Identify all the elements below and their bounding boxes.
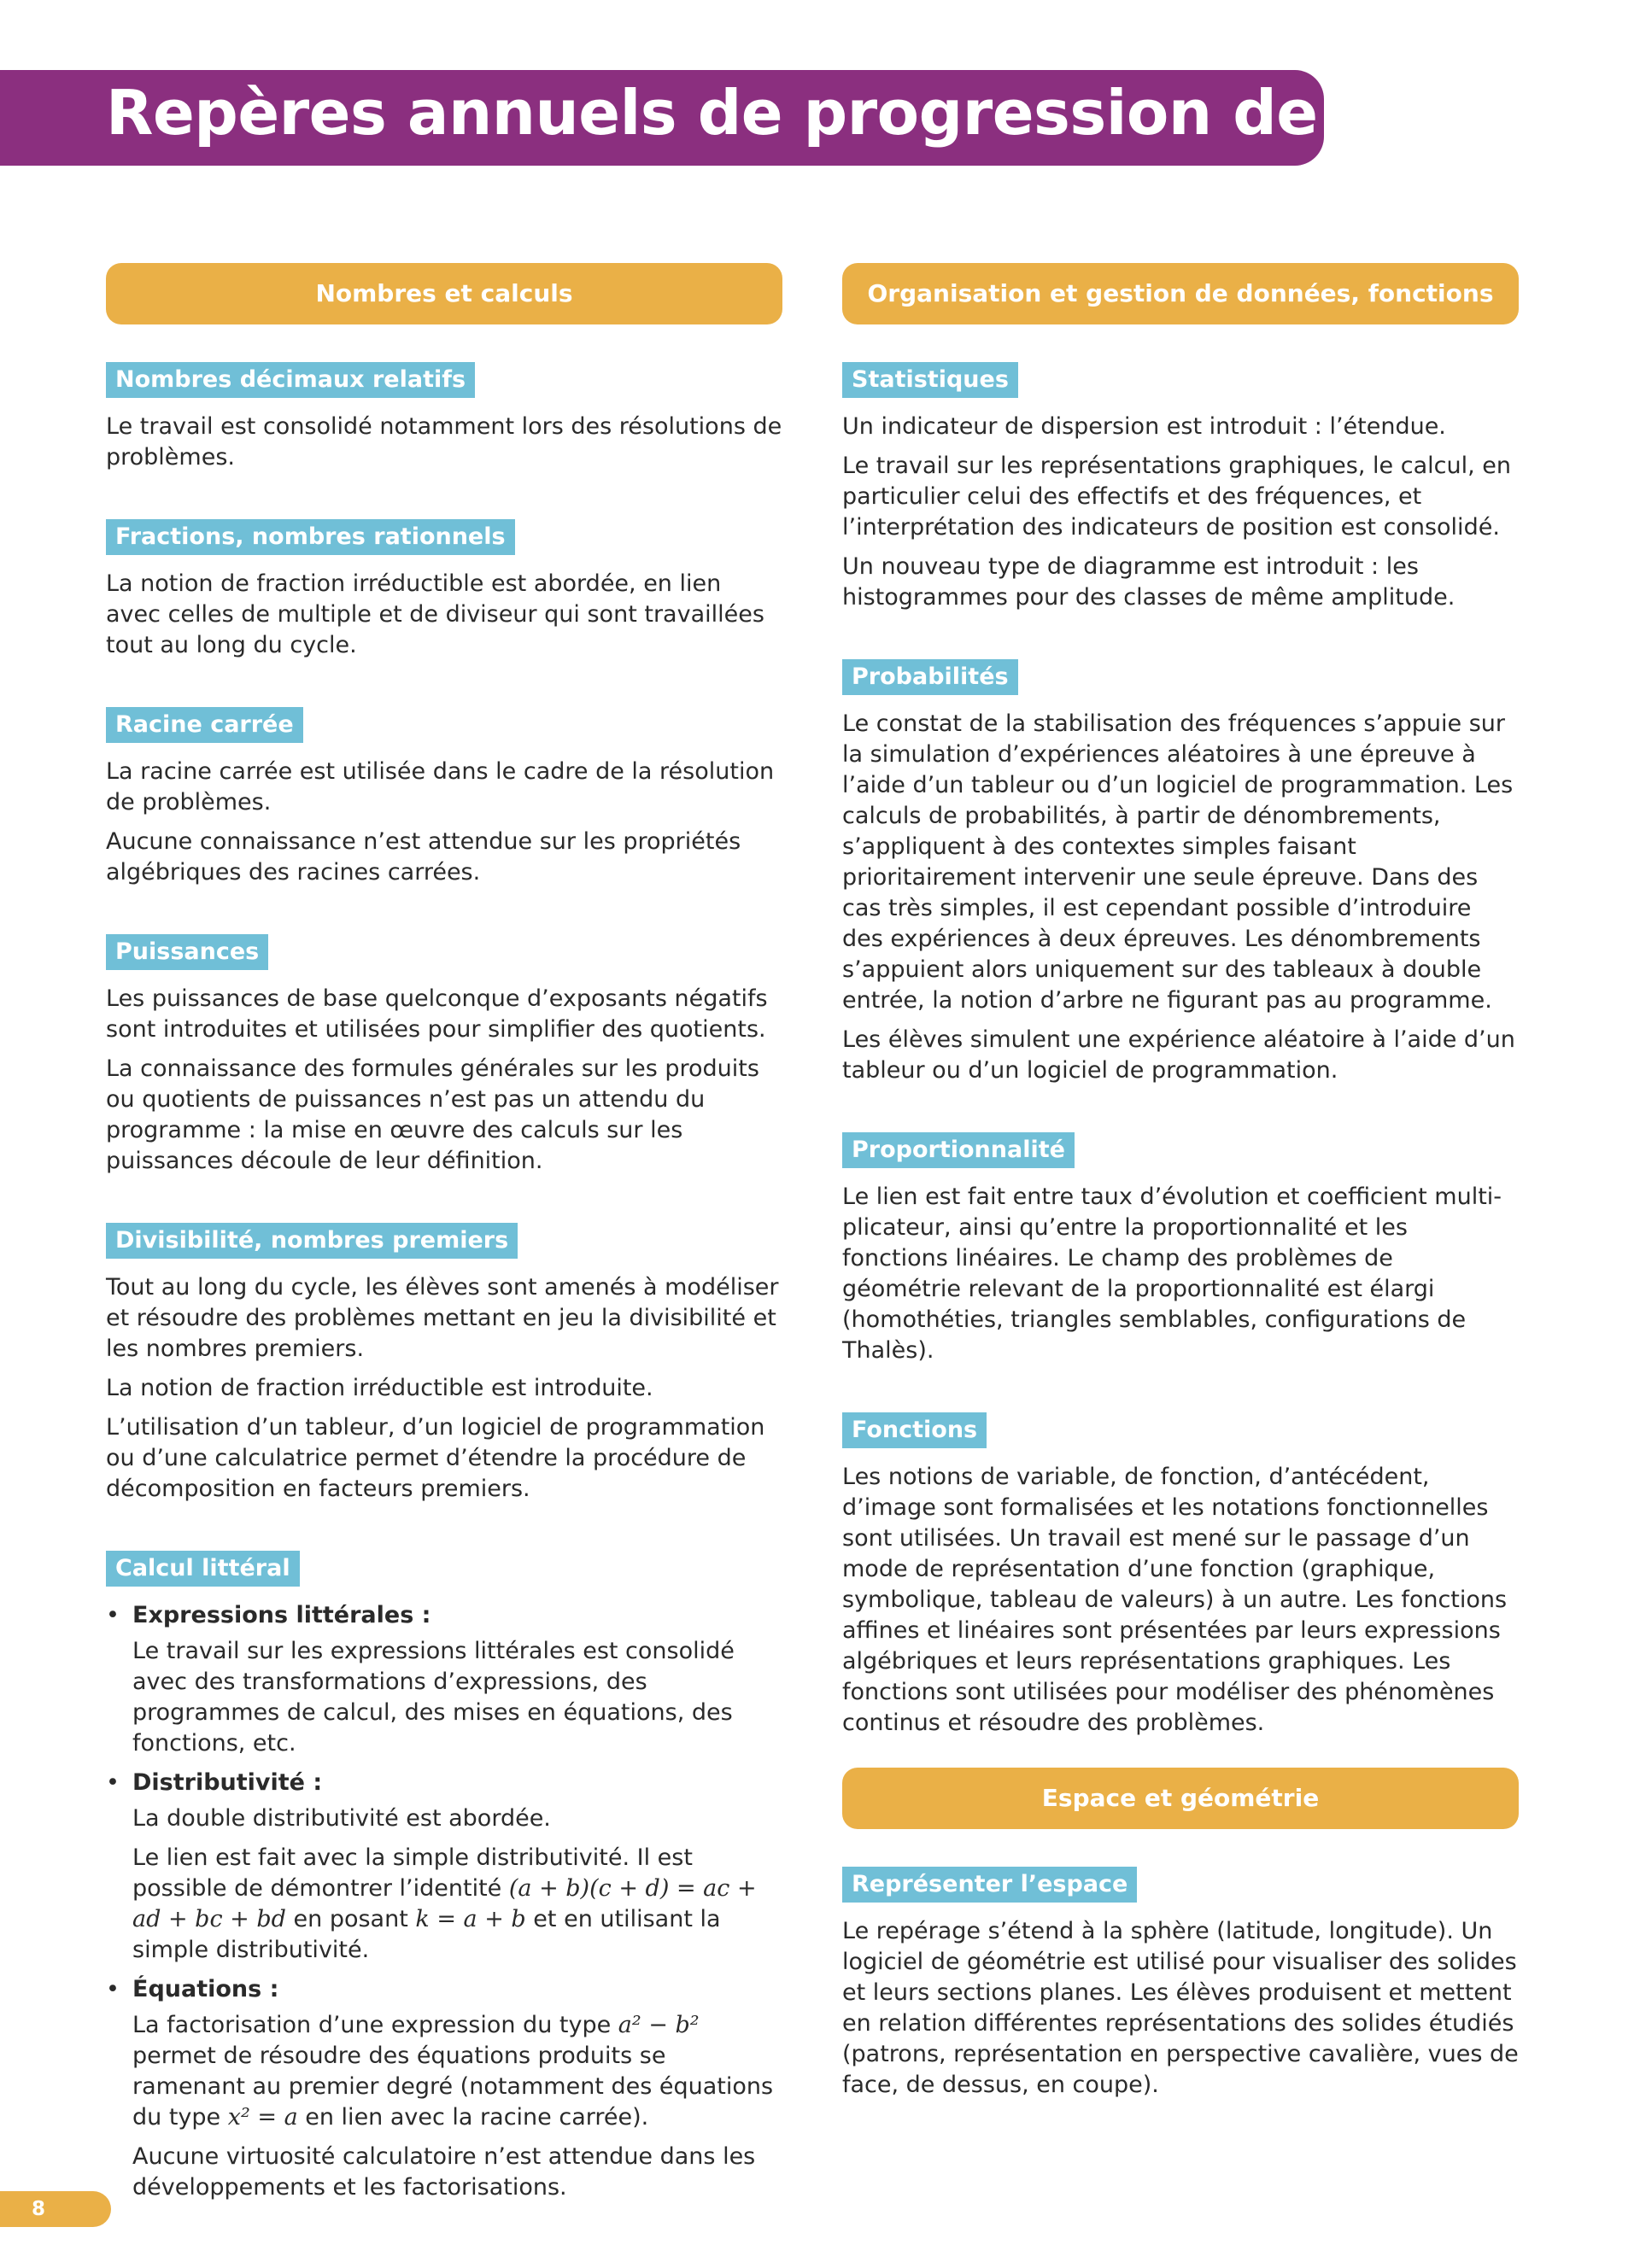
paragraph: Le travail sur les représentations graphiques, le calcul, en particulier celui des effectifs et des fréquences, et l’interprétation des indicateurs de position est consolidé. (842, 453, 1511, 541)
paragraph: Aucune connaissance n’est attendue sur les propriétés algébriques des racines carrées. (106, 828, 741, 886)
paragraph: La notion de fraction irréductible est abordée, en lien avec celles de multiple et de diviseur qui sont travaillées tout au long du cycle. (106, 570, 764, 658)
paragraph: La connaissance des formules générales sur les produits ou quotients de puissances n’est pas un attendu du programme : la mise en œuvre des calculs sur les puissances découle de leur définition. (106, 1055, 759, 1174)
text-run: permet de résoudre des équations produits se ramenant au premier degré (notamment des équations du type (132, 2043, 774, 2131)
section-label-statistiques: Statistiques (842, 362, 1018, 398)
paragraph: Aucune virtuosité calculatoire n’est attendue dans les développements et les factorisations. (132, 2143, 756, 2201)
page-number: 8 (31, 2198, 45, 2220)
paragraph-with-formula (132, 2010, 782, 2133)
paragraph: La racine carrée est utilisée dans le cadre de la résolution de problèmes. (106, 758, 775, 815)
paragraph: Le constat de la stabilisation des fréquences s’appuie sur la simulation d’expériences aléatoires à une épreuve à l’aide d’un tableur ou d’un logiciel de programmation. Les calculs de probabilités, à partir de dénombrements, s’appliquent à des contextes simples faisant prioritairement intervenir une seule épreuve. Dans des cas très simples, il est cependant possible d’introduire des expériences à deux épreuves. Les dénombrements s’appuient alors uniquement sur des tableaux à double entrée, la notion d’arbre ne figurant pas au programme. (842, 710, 1514, 1014)
bullet-icon: • (106, 1976, 120, 2002)
section-label-fonctions: Fonctions (842, 1412, 987, 1448)
section-label-puissances: Puissances (106, 934, 268, 970)
left-column (106, 263, 782, 2212)
calcul-litteral-list (106, 1600, 782, 2203)
text-run: en lien avec la racine carrée). (297, 2104, 649, 2131)
paragraph: L’utilisation d’un tableur, d’un logiciel de programmation ou d’une calculatrice permet d’étendre la procédure de décomposition en facteurs premiers. (106, 1414, 765, 1502)
section-label-fractions: Fractions, nombres rationnels (106, 519, 515, 555)
formula-difference-squares: a² − b² (618, 2012, 700, 2038)
text-run: La factorisation d’une expression du type (132, 2012, 618, 2038)
section-label-calcul-litteral: Calcul littéral (106, 1551, 300, 1587)
paragraph: Un nouveau type de diagramme est introduit : les histogrammes pour des classes de même amplitude. (842, 553, 1456, 611)
list-item (106, 1600, 782, 1759)
paragraph: Le lien est fait entre taux d’évolution et coefficient multi-plicateur, ainsi qu’entre la proportionnalité et les fonctions linéaires. Le champ des problèmes de géométrie relevant de la proportionnalité est élargi (homothéties, triangles semblables, configurations de Thalès). (842, 1184, 1502, 1364)
bullet-icon: • (106, 1769, 120, 1796)
section-label-proportionnalite: Proportionnalité (842, 1132, 1075, 1168)
theme-nombres-calculs: Nombres et calculs (106, 263, 782, 324)
paragraph: Tout au long du cycle, les élèves sont amenés à modéliser et résoudre des problèmes mettant en jeu la divisibilité et les nombres premiers. (106, 1274, 779, 1362)
paragraph: Le repérage s’étend à la sphère (latitude, longitude). Un logiciel de géométrie est utilisé pour visualiser des solides et leurs sections planes. Les élèves produisent et mettent en relation différentes représentations des solides étudiés (patrons, représentation en perspective cavalière, vues de face, de dessus, en coupe). (842, 1918, 1519, 2098)
list-item (106, 1768, 782, 1966)
theme-organisation-donnees: Organisation et gestion de données, fonctions (842, 263, 1519, 324)
paragraph: Les élèves simulent une expérience aléatoire à l’aide d’un tableur ou d’un logiciel de programmation. (842, 1026, 1515, 1084)
list-item (106, 1974, 782, 2203)
formula-x-squared: x² = a (227, 2104, 298, 2131)
paragraph-with-formula (132, 1843, 782, 1966)
section-label-nombres-decimaux: Nombres décimaux relatifs (106, 362, 475, 398)
paragraph: Les puissances de base quelconque d’exposants négatifs sont introduites et utilisées pour simplifier des quotients. (106, 985, 768, 1043)
page-title-text: Repères annuels de progression de 3 (106, 77, 1381, 149)
text-run: en posant (285, 1906, 416, 1932)
formula-double-distributivity: (a + b)(c + d) = ac + ad + bc + bd (132, 1875, 757, 1932)
right-column (842, 263, 1519, 2109)
paragraph: La double distributivité est abordée. (132, 1805, 551, 1832)
section-label-racine-carree: Racine carrée (106, 707, 303, 743)
paragraph: La notion de fraction irréductible est introduite. (106, 1375, 653, 1401)
item-lead: Distributivité : (132, 1769, 323, 1796)
section-label-probabilites: Probabilités (842, 659, 1018, 695)
page-title (106, 77, 1405, 149)
section-label-representer-espace: Représenter l’espace (842, 1867, 1137, 1903)
paragraph: Les notions de variable, de fonction, d’antécédent, d’image sont formalisées et les notations fonctionnelles sont utilisées. Un travail est mené sur le passage d’un mode de représentation d’une fonction (graphique, symbolique, tableau de valeurs) à un autre. Les fonctions affines et linéaires sont présentées par leurs expressions algébriques et leurs représentations graphiques. Les fonctions sont utilisées pour modéliser des phénomènes continus et résoudre des problèmes. (842, 1464, 1508, 1736)
text-run: Le lien est fait avec la simple distributivité. Il est possible de démontrer l’identité (132, 1844, 693, 1902)
paragraph: Un indicateur de dispersion est introduit : l’étendue. (842, 413, 1446, 440)
section-label-divisibilite: Divisibilité, nombres premiers (106, 1223, 518, 1259)
item-lead: Expressions littérales : (132, 1602, 431, 1628)
item-lead: Équations : (132, 1976, 279, 2002)
paragraph: Le travail sur les expressions littérales est consolidé avec des transformations d’expressions, des programmes de calcul, des mises en équations, des fonctions, etc. (132, 1638, 735, 1757)
bullet-icon: • (106, 1602, 120, 1628)
page-title-superscript: e (1382, 79, 1406, 118)
formula-k: k = a + b (415, 1906, 526, 1932)
theme-espace-geometrie: Espace et géométrie (842, 1768, 1519, 1829)
paragraph: Le travail est consolidé notamment lors des résolutions de problèmes. (106, 413, 782, 471)
text-run: et en utilisant la simple distributivité. (132, 1906, 721, 1963)
